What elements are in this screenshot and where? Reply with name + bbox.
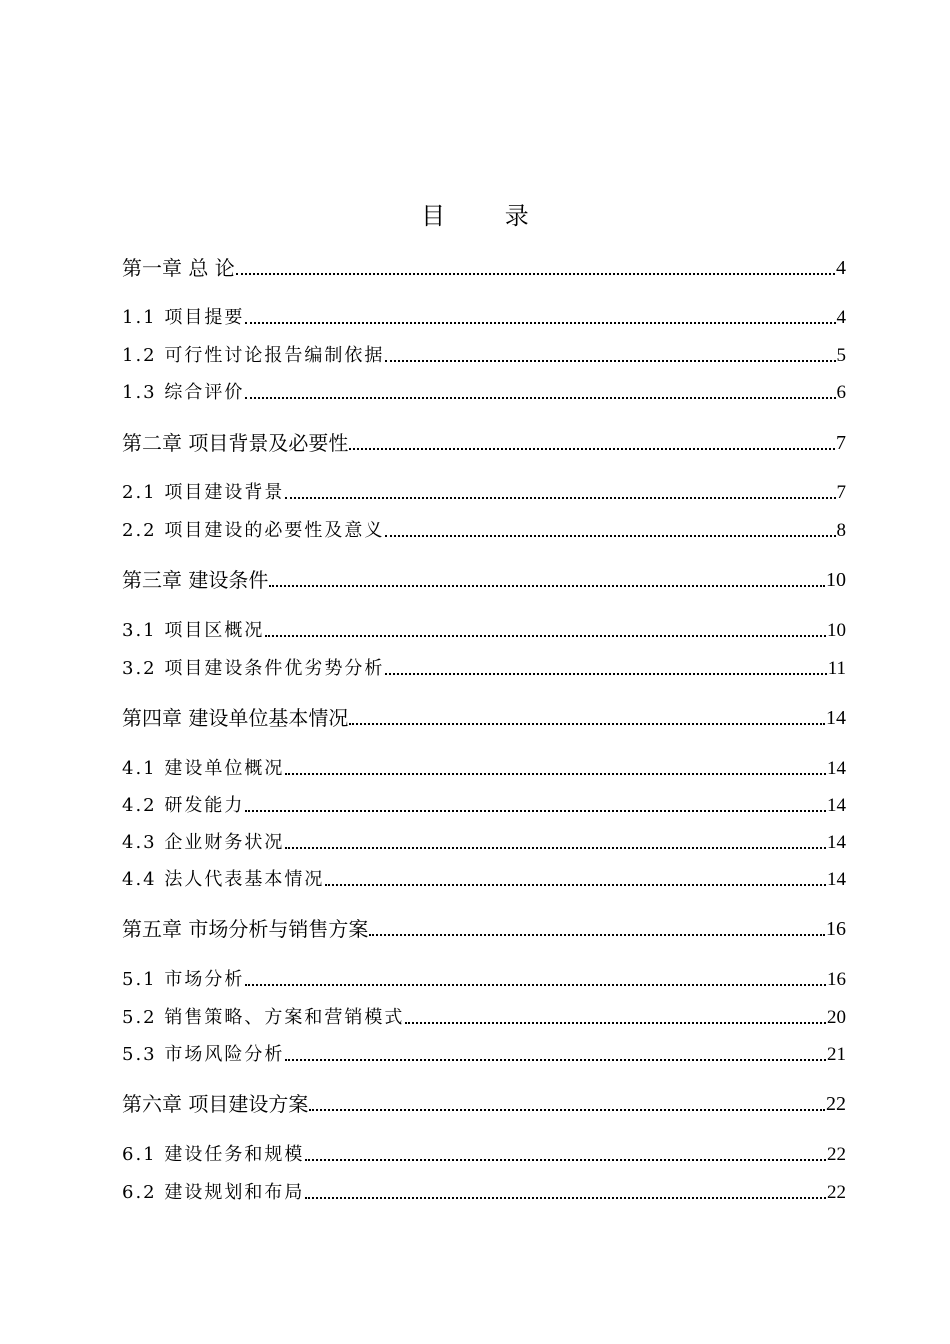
toc-entry-page: 22 (826, 1093, 846, 1115)
toc-entry-page: 20 (827, 1007, 846, 1028)
dot-leader (285, 497, 835, 499)
toc-entry-page: 14 (827, 758, 846, 779)
toc-entry-label: 第二章 项目背景及必要性 (122, 431, 349, 455)
dot-leader (349, 448, 835, 450)
toc-entry-page: 7 (836, 482, 846, 503)
toc-title: 目 录 (421, 202, 555, 230)
toc-entry-section-3-2[interactable] (122, 648, 846, 678)
toc-entry-label: 4.2 研发能力 (122, 795, 245, 816)
toc-entry-label: 1.1 项目提要 (122, 307, 245, 328)
toc-entry-page: 22 (827, 1144, 846, 1165)
dot-leader (325, 884, 826, 886)
toc-entry-label: 3.1 项目区概况 (122, 620, 265, 641)
toc-entry-section-2-2[interactable] (122, 510, 846, 540)
toc-entry-label: 5.2 销售策略、方案和营销模式 (122, 1007, 405, 1028)
dot-leader (245, 810, 826, 812)
toc-entry-section-5-1[interactable] (122, 959, 846, 989)
toc-entry-section-4-2[interactable] (122, 785, 846, 815)
toc-entry-label: 第六章 项目建设方案 (122, 1092, 309, 1116)
toc-entry-section-2-1[interactable] (122, 472, 846, 502)
toc-entry-page: 10 (826, 569, 846, 591)
toc-entry-label: 3.2 项目建设条件优劣势分析 (122, 658, 385, 679)
toc-entry-page: 7 (836, 432, 846, 454)
toc-entry-label: 4.1 建设单位概况 (122, 758, 285, 779)
toc-entry-label: 5.3 市场风险分析 (122, 1044, 285, 1065)
toc-entry-section-3-1[interactable] (122, 610, 846, 640)
toc-entry-chapter-6[interactable] (122, 1084, 846, 1114)
toc-entry-page: 11 (827, 658, 846, 679)
toc-entry-label: 第一章 总 论 (122, 256, 235, 280)
dot-leader (369, 934, 825, 936)
toc-entry-page: 16 (826, 918, 846, 940)
dot-leader (405, 1022, 826, 1024)
dot-leader (349, 723, 825, 725)
toc-entry-page: 8 (836, 520, 846, 541)
toc-entry-section-6-2[interactable] (122, 1172, 846, 1202)
toc-entry-label: 第三章 建设条件 (122, 568, 269, 592)
dot-leader (285, 1059, 826, 1061)
toc-entry-label: 第四章 建设单位基本情况 (122, 706, 349, 730)
toc-entry-page: 4 (836, 257, 846, 279)
toc-entry-chapter-2[interactable] (122, 423, 846, 453)
toc-entry-section-1-3[interactable] (122, 372, 846, 402)
toc-entry-section-4-1[interactable] (122, 748, 846, 778)
toc-entry-page: 6 (836, 382, 846, 403)
dot-leader (309, 1109, 825, 1111)
toc-entry-page: 4 (836, 307, 846, 328)
toc-entry-page: 5 (836, 345, 846, 366)
toc-entry-section-4-4[interactable] (122, 859, 846, 889)
dot-leader (385, 673, 826, 675)
toc-entry-chapter-1[interactable] (122, 248, 846, 278)
toc-entry-section-5-3[interactable] (122, 1034, 846, 1064)
dot-leader (245, 322, 835, 324)
toc-entry-chapter-5[interactable] (122, 909, 846, 939)
toc-entry-label: 4.3 企业财务状况 (122, 832, 285, 853)
toc-entry-section-1-1[interactable] (122, 297, 846, 327)
toc-entry-label: 6.2 建设规划和布局 (122, 1182, 305, 1203)
toc-entry-label: 2.1 项目建设背景 (122, 482, 285, 503)
dot-leader (269, 585, 825, 587)
toc-entry-chapter-4[interactable] (122, 698, 846, 728)
toc-entry-label: 2.2 项目建设的必要性及意义 (122, 520, 385, 541)
toc-entry-section-6-1[interactable] (122, 1134, 846, 1164)
toc-entry-page: 14 (827, 832, 846, 853)
toc-entry-page: 14 (827, 869, 846, 890)
toc-entry-label: 4.4 法人代表基本情况 (122, 869, 325, 890)
toc-entry-label: 1.2 可行性讨论报告编制依据 (122, 345, 385, 366)
toc-entry-label: 1.3 综合评价 (122, 382, 245, 403)
toc-entry-page: 14 (827, 795, 846, 816)
toc-entry-page: 16 (827, 969, 846, 990)
dot-leader (245, 984, 826, 986)
toc-entry-label: 5.1 市场分析 (122, 969, 245, 990)
dot-leader (305, 1197, 826, 1199)
toc-entry-page: 14 (826, 707, 846, 729)
dot-leader (385, 535, 835, 537)
toc-entry-page: 10 (827, 620, 846, 641)
toc-entry-label: 6.1 建设任务和规模 (122, 1144, 305, 1165)
dot-leader (265, 635, 826, 637)
dot-leader (385, 360, 835, 362)
toc-entry-section-1-2[interactable] (122, 335, 846, 365)
toc-entry-page: 21 (827, 1044, 846, 1065)
dot-leader (236, 273, 835, 275)
toc-entry-section-4-3[interactable] (122, 822, 846, 852)
toc-entry-chapter-3[interactable] (122, 560, 846, 590)
dot-leader (285, 773, 826, 775)
toc-entry-section-5-2[interactable] (122, 997, 846, 1027)
dot-leader (305, 1159, 826, 1161)
dot-leader (285, 847, 826, 849)
dot-leader (245, 397, 835, 399)
toc-entry-page: 22 (827, 1182, 846, 1203)
toc-entry-label: 第五章 市场分析与销售方案 (122, 917, 369, 941)
